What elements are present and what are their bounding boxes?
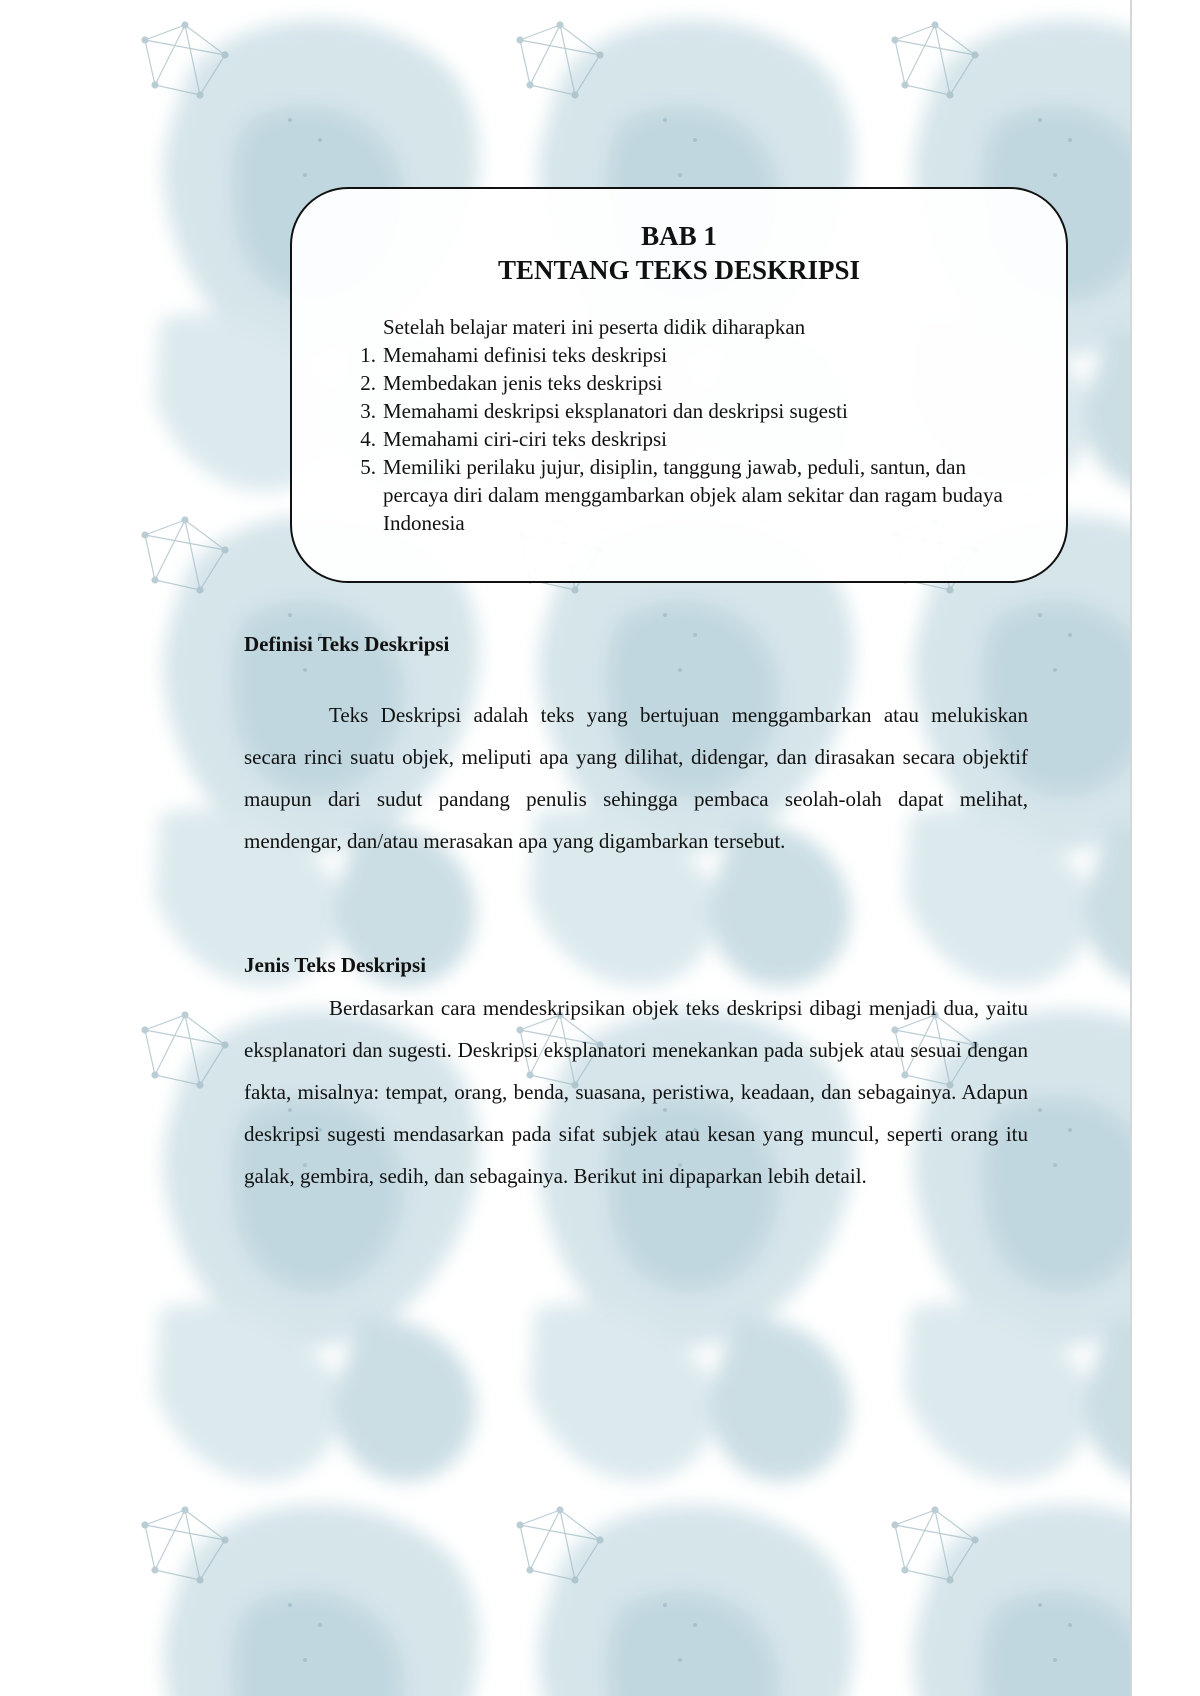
objective-number: 3. [360, 399, 376, 423]
objective-number: 1. [360, 343, 376, 367]
objectives-list [360, 341, 1023, 537]
objective-text: Memahami ciri-ciri teks deskripsi [383, 427, 668, 451]
definisi-paragraph: Teks Deskripsi adalah teks yang bertujuan menggambarkan atau melukiskan secara rinci suatu objek, meliputi apa yang dilihat, didengar, dan dirasakan secara objektif maupun dari sudut pandang penulis sehingga pembaca seolah-olah dapat melihat, mendengar, dan/atau merasakan apa yang digambarkan tersebut. [244, 703, 1028, 853]
objective-item [360, 425, 1023, 453]
jenis-paragraph: Berdasarkan cara mendeskripsikan objek teks deskripsi dibagi menjadi dua, yaitu eksplanatori dan sugesti. Deskripsi eksplanatori menekankan pada subjek atau sesuai dengan fakta, misalnya: tempat, orang, benda, suasana, peristiwa, keadaan, dan sebagainya. Adapun deskripsi sugesti mendasarkan pada sifat subjek atau kesan yang muncul, seperti orang itu galak, gembira, sedih, dan sebagainya. Berikut ini dipaparkan lebih detail. [244, 996, 1028, 1188]
page-edge [1130, 0, 1200, 1696]
section-heading-jenis: Jenis Teks Deskripsi [244, 953, 427, 977]
objective-item [360, 341, 1023, 369]
chapter-objectives-box [290, 187, 1068, 583]
objective-item [360, 453, 1023, 537]
chapter-label: BAB 1 [641, 221, 717, 251]
objective-number: 5. [360, 455, 376, 479]
objective-item [360, 397, 1023, 425]
objectives-intro: Setelah belajar materi ini peserta didik diharapkan [383, 315, 806, 339]
objective-number: 2. [360, 371, 376, 395]
chapter-title: TENTANG TEKS DESKRIPSI [497, 255, 861, 285]
objective-text: Memahami deskripsi eksplanatori dan deskripsi sugesti [383, 399, 848, 423]
objective-item [360, 369, 1023, 397]
objective-number: 4. [360, 427, 376, 451]
objective-text: Memahami definisi teks deskripsi [383, 343, 668, 367]
objective-text: Memiliki perilaku jujur, disiplin, tanggung jawab, peduli, santun, dan percaya diri dalam menggambarkan objek alam sekitar dan ragam budaya Indonesia [383, 455, 1003, 535]
objective-text: Membedakan jenis teks deskripsi [383, 371, 663, 395]
section-heading-definisi: Definisi Teks Deskripsi [244, 632, 450, 656]
